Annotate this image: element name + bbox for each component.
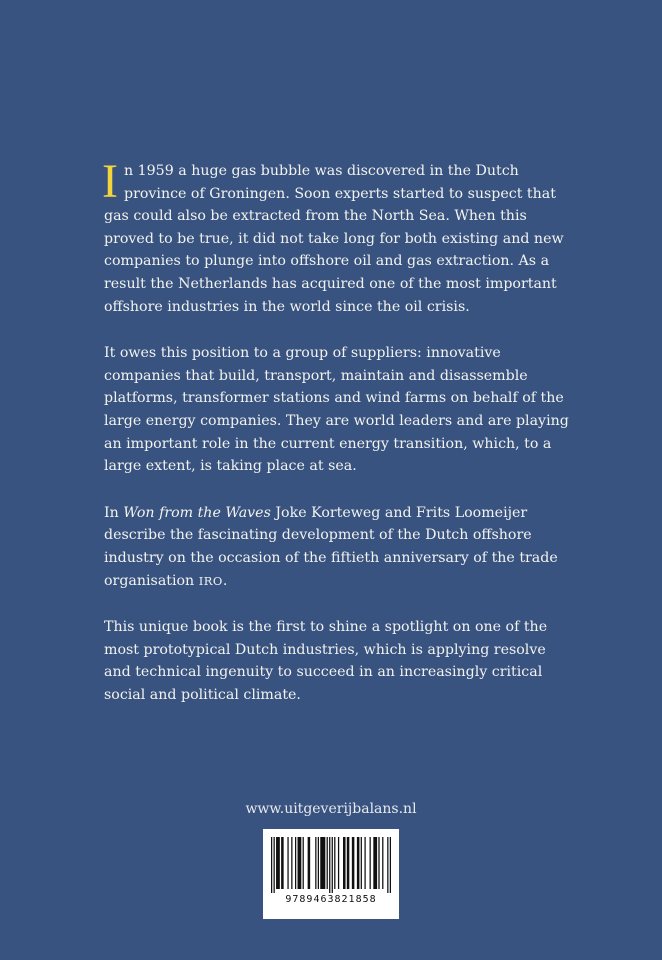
organisation-acronym: IRO <box>198 573 223 588</box>
isbn-barcode <box>263 829 399 919</box>
paragraph-1-text: n 1959 a huge gas bubble was discovered in the Dutch province of Groningen. Soon experts started to suspect that gas could also be extracted from the North Sea. When this proved to be true, it did not take long for both existing and new companies to plunge into offshore oil and gas extraction. As a result the Netherlands has acquired one of the most important offshore industries in the world since the oil crisis. <box>104 163 564 315</box>
barcode-bar <box>382 837 383 889</box>
barcode-bar <box>271 837 272 893</box>
book-title: Won from the Waves <box>123 504 271 521</box>
barcode-bar <box>347 837 350 889</box>
publisher-website: www.uitgeverijbalans.nl <box>245 801 417 817</box>
barcode-bar <box>298 837 302 889</box>
barcode-bar <box>338 837 339 889</box>
barcode-bar <box>287 837 288 889</box>
barcode-bars <box>271 837 391 893</box>
barcode-bar <box>361 837 362 889</box>
barcode-bar <box>352 837 355 889</box>
barcode-number: 9789463821858 <box>285 894 377 905</box>
barcode-bar <box>281 837 284 889</box>
barcode-bar <box>357 837 360 889</box>
barcode-bar <box>320 837 325 889</box>
barcode-bar <box>343 837 346 889</box>
barcode-bar <box>334 837 335 889</box>
barcode-bar <box>276 837 280 889</box>
paragraph-1 <box>102 155 574 318</box>
paragraph-3-intro: In <box>104 504 124 521</box>
barcode-bar <box>373 837 377 889</box>
drop-cap: I <box>102 155 118 208</box>
barcode-bar <box>378 837 379 889</box>
paragraph-3-end: . <box>222 572 228 589</box>
barcode-bar <box>308 837 311 889</box>
barcode-bar <box>332 837 333 893</box>
paragraph-3 <box>104 502 574 592</box>
barcode-bar <box>291 837 292 889</box>
barcode-bar <box>274 837 275 893</box>
barcode-bar <box>329 837 330 893</box>
barcode-bar <box>318 837 319 889</box>
barcode-bar <box>295 837 296 889</box>
paragraph-2: It owes this position to a group of suppliers: innovative companies that build, transport, maintain and disassemble platforms, transformer stations and wind farms on behalf of the large energy companies. They are world leaders and are playing an important role in the current energy transition, which, to a large extent, is taking place at sea. <box>104 345 569 475</box>
paragraph-4: This unique book is the first to shine a spotlight on one of the most prototypical Dutch industries, which is applying resolve and technical ingenuity to succeed in an increasingly critical social and political climate. <box>104 619 548 703</box>
barcode-bar <box>303 837 304 889</box>
barcode-bar <box>390 837 391 893</box>
barcode-bar <box>315 837 316 889</box>
barcode-bar <box>370 837 371 889</box>
blurb-text <box>102 155 574 730</box>
barcode-bar <box>364 837 365 889</box>
paragraph-3-body: Joke Korteweg and Frits Loomeijer describe the fascinating development of the Dutch offshore industry on the occasion of the fiftieth anniversary of the trade organisation <box>104 504 558 589</box>
barcode-bar <box>387 837 388 893</box>
barcode-bar <box>327 837 328 889</box>
